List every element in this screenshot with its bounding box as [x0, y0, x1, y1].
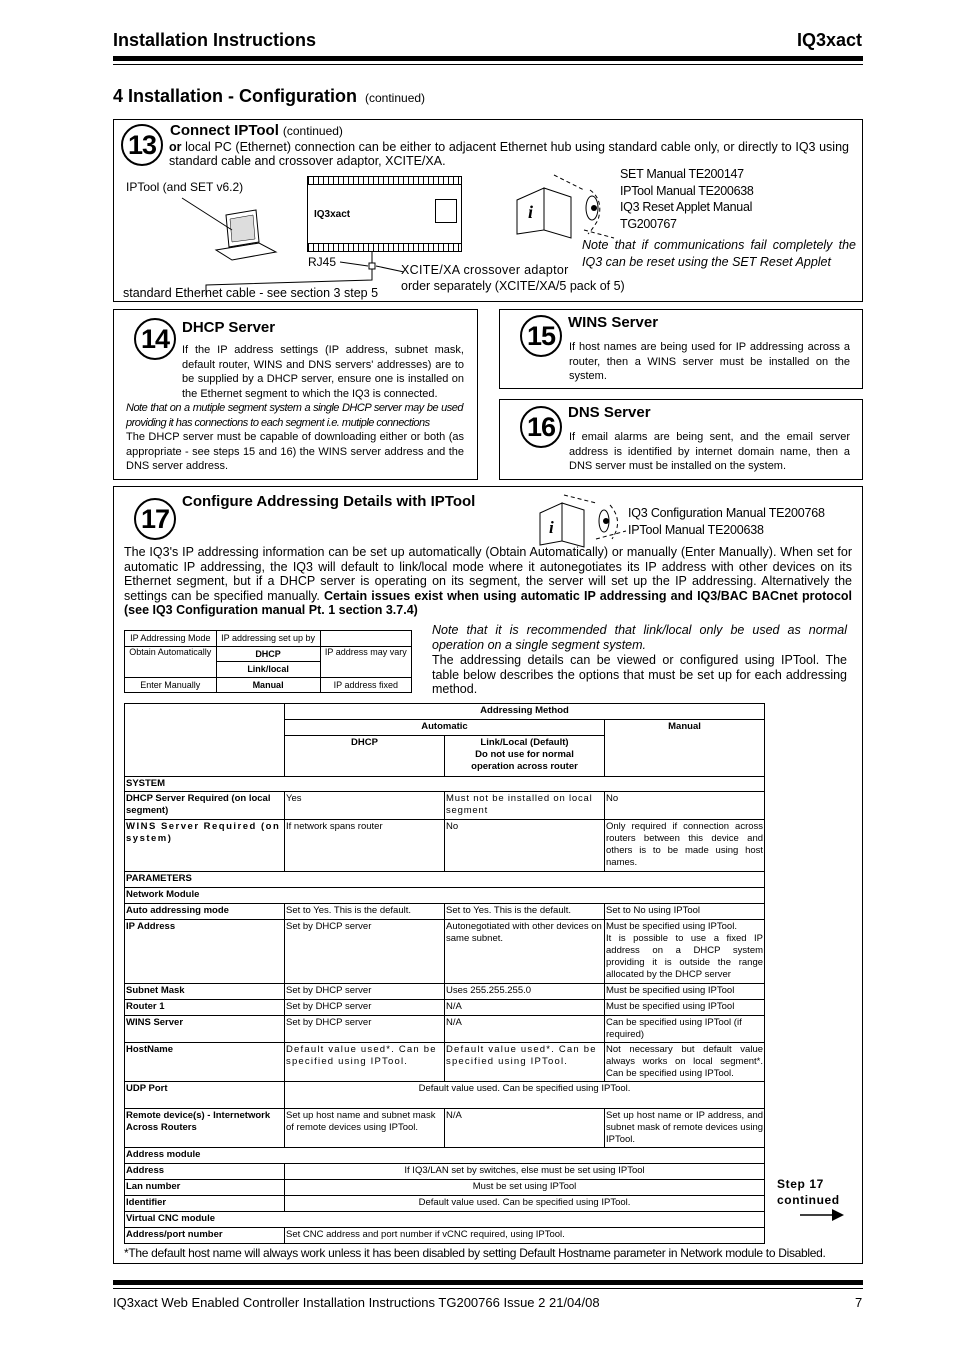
step-number: 17	[134, 498, 176, 540]
cell: Set by DHCP server	[285, 920, 445, 984]
reset-note: Note that if communications fail completely the IQ3 can be reset using the SET Reset Applet	[582, 238, 856, 269]
manual-ref: IQ3 Configuration Manual TE200768	[628, 506, 825, 520]
cell: Default value used*. Can be specified using IPTool.	[285, 1043, 445, 1082]
cell: Link/Local (Default) Do not use for normal operation across router	[445, 736, 605, 777]
cell: Manual	[605, 720, 765, 777]
cell: Addressing Method	[285, 704, 765, 720]
cell: UDP Port	[125, 1082, 285, 1109]
cell: Link/local	[216, 662, 320, 678]
svg-text:i: i	[528, 202, 534, 222]
cell: Set by DHCP server	[285, 984, 445, 1000]
cell: Must be set using IPTool	[285, 1180, 765, 1196]
cell: Network Module	[125, 888, 765, 904]
manual-ref: TG200767	[620, 216, 677, 231]
manual-ref: IPTool Manual TE200638	[620, 183, 754, 198]
cell: Automatic	[285, 720, 605, 736]
table-row	[125, 1043, 765, 1082]
table-row	[125, 920, 765, 984]
cell: Set by DHCP server	[285, 1016, 445, 1043]
cell: Set up host name or IP address, and subnet mask of remote devices using IPTool.	[605, 1109, 765, 1148]
header-rule-thin	[113, 64, 863, 65]
cable-label: standard Ethernet cable - see section 3 step 5	[123, 286, 379, 300]
cell: Not necessary but default value always works on local segment*. Can be specified using IPTool.	[605, 1043, 765, 1082]
cell: Auto addressing mode	[125, 904, 285, 920]
cell: If IQ3/LAN set by switches, else must be set using IPTool	[285, 1164, 765, 1180]
table-row	[125, 1109, 765, 1148]
table-row	[125, 792, 765, 820]
laptop-icon	[216, 210, 276, 260]
header-title: Installation Instructions	[113, 30, 317, 50]
step-number: 16	[520, 406, 562, 448]
header-product: IQ3xact	[796, 30, 862, 50]
table-row	[125, 1180, 765, 1196]
step-16-box	[499, 399, 863, 480]
cell: Can be specified using IPTool (if required)	[605, 1016, 765, 1043]
cell: WINS Server	[125, 1016, 285, 1043]
cell: Manual	[216, 677, 320, 693]
device-logo: IQ3xact	[314, 209, 351, 220]
footer-rule	[113, 1280, 863, 1285]
cell: N/A	[445, 1016, 605, 1043]
step-15-box	[499, 309, 863, 389]
cell: HostName	[125, 1043, 285, 1082]
cell: IP address fixed	[320, 677, 411, 693]
cell: Must be specified using IPTool	[605, 1000, 765, 1016]
step-text: If the IP address settings (IP address, subnet mask, default router, WINS and DNS servers' addresses) are to be supplied by a DHCP server, ensure one is installed on the Ethernet segment to which the IQ3 is connected.	[182, 344, 464, 400]
cell: No	[605, 792, 765, 820]
cell: Address module	[125, 1148, 765, 1164]
cell: If network spans router	[285, 820, 445, 872]
table-row	[125, 1196, 765, 1212]
cell: IP addressing set up by	[216, 631, 320, 647]
manual-icon	[517, 175, 614, 238]
cell: Virtual CNC module	[125, 1212, 765, 1228]
step-title: DHCP Server	[182, 319, 276, 336]
cell	[320, 631, 411, 647]
step-number: 13	[121, 124, 163, 166]
manual-ref: IPTool Manual TE200638	[628, 523, 764, 537]
cell: IP Addressing Mode	[125, 631, 217, 647]
step-title: Connect IPTool (continued)	[170, 122, 343, 139]
xcite-label: XCITE/XA crossover adaptor	[401, 263, 569, 277]
cell: Obtain Automatically	[125, 646, 217, 677]
cell: DHCP	[285, 736, 445, 777]
cell: DHCP Server Required (on local segment)	[125, 792, 285, 820]
step-number: 14	[134, 318, 176, 360]
dhcp-note: Note that on a mutiple segment system a single DHCP server may be used providing it has connections to each segment i.e. mutiple connections	[126, 402, 463, 429]
footnote: *The default host name will always work unless it has been disabled by setting Default Hostname parameter in Network module to Disabled.	[124, 1246, 826, 1260]
cell: N/A	[445, 1000, 605, 1016]
svg-text:i: i	[549, 518, 554, 537]
cell: Only required if connection across routers between this device and others is to be made using host names.	[605, 820, 765, 872]
addressing-table	[124, 703, 765, 1244]
manual-refs	[628, 505, 825, 539]
cell: Autonegotiated with other devices on same subnet.	[445, 920, 605, 984]
step-text-2: The addressing details can be viewed or configured using IPTool. The table below describes the options that must be set up for each addressing method.	[432, 653, 847, 696]
cell: Set to No using IPTool	[605, 904, 765, 920]
cell: Set by DHCP server	[285, 1000, 445, 1016]
page-number: 7	[855, 1295, 863, 1310]
cell: Remote device(s) - Internetwork Across Routers	[125, 1109, 285, 1148]
cell: IP Address	[125, 920, 285, 984]
table-row	[125, 984, 765, 1000]
cell: No	[445, 820, 605, 872]
cell: Must not be installed on local segment	[445, 792, 605, 820]
cell: IP address may vary	[320, 646, 411, 677]
cell: WINS Server Required (on system)	[125, 820, 285, 872]
header-rule	[113, 56, 863, 61]
step-13-box	[113, 119, 863, 302]
intro-text: The IQ3's IP addressing information can be set up automatically (Obtain Automatically) or manually (Enter Manually). When set for automatic IP addressing, the IQ3 will default to link/local mode where it autonegotiates its IP address with other devices on its Ethernet segment, but if a DHCP server is operating on its segment, the server will set up the IP addressing. Alternatively the settings can be specified manually. Certain issues exist when using automatic IP addressing and IQ3/BAC BACnet protocol (see IQ3 Configuration manual Pt. 1 section 3.7.4)	[124, 545, 853, 617]
step-text: If host names are being used for IP addressing across a router, then a WINS server must be installed on the system.	[569, 341, 850, 382]
cell: Default value used*. Can be specified using IPTool.	[445, 1043, 605, 1082]
manual-ref: SET Manual TE200147	[620, 167, 744, 181]
rj45-label: RJ45	[308, 255, 337, 269]
step-text: or local PC (Ethernet) connection can be either to adjacent Ethernet hub using standard cable only, or directly to IQ3 using standard cable and crossover adaptor, XCITE/XA.	[169, 140, 849, 168]
continued-label: Step 17 continued	[777, 1177, 840, 1207]
section-title: 4 Installation - Configuration (continued)	[113, 86, 426, 106]
cell: PARAMETERS	[125, 872, 765, 888]
manual-ref: IQ3 Reset Applet Manual	[620, 200, 753, 214]
manual-refs	[620, 166, 754, 232]
cell: Set up host name and subnet mask of remote devices using IPTool.	[285, 1109, 445, 1148]
cell: Set to Yes. This is the default.	[445, 904, 605, 920]
cell: Must be specified using IPTool. It is possible to use a fixed IP address on a DHCP system providing it is outside the range allocated by the DHCP server	[605, 920, 765, 984]
cell: Set CNC address and port number if vCNC required, using IPTool.	[285, 1228, 765, 1244]
table-row	[125, 820, 765, 872]
step-title: Configure Addressing Details with IPTool	[182, 493, 476, 510]
cell: Set to Yes. This is the default.	[285, 904, 445, 920]
cell: Default value used. Can be specified using IPTool.	[285, 1082, 765, 1109]
cell: N/A	[445, 1109, 605, 1148]
table-row	[125, 1016, 765, 1043]
cell: Subnet Mask	[125, 984, 285, 1000]
mode-table	[124, 630, 412, 693]
step-title: DNS Server	[568, 404, 651, 421]
table-row	[125, 1082, 765, 1109]
cell: Address/port number	[125, 1228, 285, 1244]
table-row	[125, 1000, 765, 1016]
table-row	[125, 1164, 765, 1180]
step-number: 15	[520, 315, 562, 357]
cell: Must be specified using IPTool	[605, 984, 765, 1000]
cell: DHCP	[216, 646, 320, 662]
arrow-right-icon	[800, 1207, 846, 1223]
cell: Lan number	[125, 1180, 285, 1196]
cell: Yes	[285, 792, 445, 820]
order-label: order separately (XCITE/XA/5 pack of 5)	[401, 279, 625, 293]
cell: SYSTEM	[125, 777, 765, 792]
cell: Default value used. Can be specified using IPTool.	[285, 1196, 765, 1212]
step-text-2: The DHCP server must be capable of downloading either or both (as appropriate - see steps 15 and 16) the WINS server address and the DNS server address.	[126, 431, 464, 472]
table-row	[125, 1228, 765, 1244]
cell	[125, 704, 285, 777]
iptool-label: IPTool (and SET v6.2)	[126, 180, 244, 194]
link-local-note: Note that it is recommended that link/local only be used as normal operation on a single segment system.	[432, 623, 847, 652]
footer-rule-thin	[113, 1288, 863, 1289]
cell: Address	[125, 1164, 285, 1180]
cell: Uses 255.255.255.0	[445, 984, 605, 1000]
step-14-box	[113, 309, 478, 480]
cell: Router 1	[125, 1000, 285, 1016]
footer-text: IQ3xact Web Enabled Controller Installation Instructions TG200766 Issue 2 21/04/08	[113, 1295, 600, 1310]
step-text: If email alarms are being sent, and the email server address is identified by internet domain name, then a DNS server must be installed on the system.	[569, 431, 850, 472]
cell: Identifier	[125, 1196, 285, 1212]
cell: Enter Manually	[125, 677, 217, 693]
table-row	[125, 904, 765, 920]
step-title: WINS Server	[568, 314, 659, 331]
